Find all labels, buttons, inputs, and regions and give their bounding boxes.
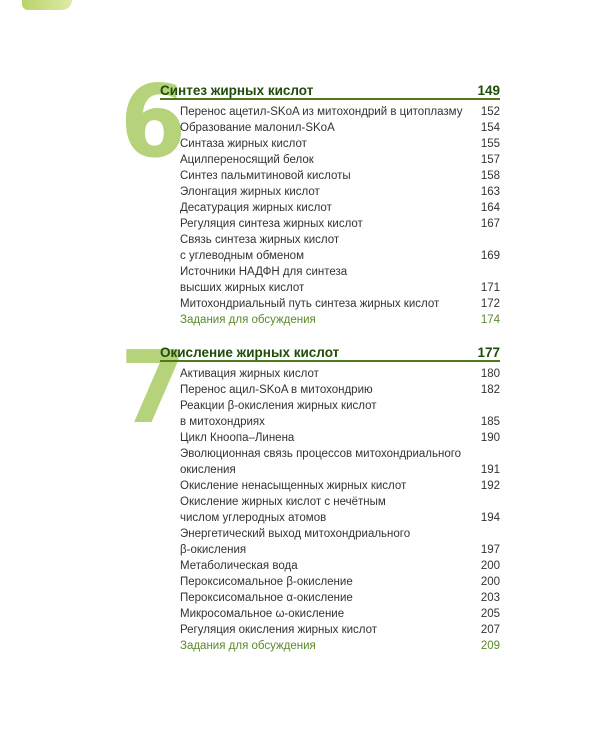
toc-entry-page: 200 <box>480 576 500 588</box>
toc-entry-title: числом углеродных атомов <box>180 512 327 524</box>
toc-entry-title: Элонгация жирных кислот <box>180 186 320 198</box>
chapter-6-section <box>120 63 500 338</box>
toc-entry[interactable] <box>180 510 500 526</box>
toc-entry[interactable] <box>180 622 500 638</box>
toc-entry-page: 163 <box>480 186 500 198</box>
toc-entry-page: 209 <box>480 640 500 652</box>
toc-entry[interactable] <box>180 312 500 328</box>
toc-entry-page: 164 <box>480 202 500 214</box>
toc-entry-page: 172 <box>480 298 500 310</box>
toc-entry[interactable] <box>180 104 500 120</box>
chapter-heading[interactable] <box>160 340 500 362</box>
toc-entry-page: 169 <box>480 250 500 262</box>
toc-entry[interactable] <box>180 478 500 494</box>
toc-entry-page: 191 <box>480 464 500 476</box>
toc-entry[interactable] <box>180 366 500 382</box>
toc-entry[interactable] <box>180 296 500 312</box>
toc-entry-title: Связь синтеза жирных кислот <box>180 234 340 246</box>
toc-entry-title: Синтаза жирных кислот <box>180 138 307 150</box>
toc-entry-title: Энергетический выход митохондриального <box>180 528 411 540</box>
toc-entry[interactable] <box>180 184 500 200</box>
toc-entry[interactable] <box>180 606 500 622</box>
toc-entry-title: Митохондриальный путь синтеза жирных кислот <box>180 298 440 310</box>
toc-entry-title: с углеводным обменом <box>180 250 304 262</box>
toc-entry-page: 171 <box>480 282 500 294</box>
toc-entry-title: Перенос ацетил-SKoA из митохондрий в цитоплазму <box>180 106 463 118</box>
toc-entry[interactable] <box>180 232 500 248</box>
toc-entry-title: Пероксисомальное α-окисление <box>180 592 353 604</box>
toc-entry-title: окисления <box>180 464 236 476</box>
chapter-heading[interactable] <box>160 78 500 100</box>
chapter-page: 177 <box>477 345 500 360</box>
toc-entry[interactable] <box>180 264 500 280</box>
toc-entry-title: Метаболическая вода <box>180 560 298 572</box>
toc-entry[interactable] <box>180 398 500 414</box>
toc-entry[interactable] <box>180 590 500 606</box>
toc-entry-title: β-окисления <box>180 544 247 556</box>
chapter-7-section <box>120 329 500 660</box>
toc-list <box>180 366 500 654</box>
toc-entry-title: Образование малонил-SKoA <box>180 122 335 134</box>
toc-entry[interactable] <box>180 526 500 542</box>
toc-entry-title: Перенос ацил-SKoA в митохондрию <box>180 384 373 396</box>
toc-entry-title: в митохондриях <box>180 416 265 428</box>
toc-entry-title: Задания для обсуждения <box>180 640 316 652</box>
toc-entry-page: 158 <box>480 170 500 182</box>
toc-entry-page: 152 <box>480 106 500 118</box>
toc-entry[interactable] <box>180 120 500 136</box>
toc-entry-title: Активация жирных кислот <box>180 368 319 380</box>
toc-entry-title: Задания для обсуждения <box>180 314 316 326</box>
toc-entry-title: Пероксисомальное β-окисление <box>180 576 353 588</box>
toc-entry-page: 190 <box>480 432 500 444</box>
chapter-title: Синтез жирных кислот <box>160 83 314 98</box>
toc-entry-page: 194 <box>480 512 500 524</box>
toc-entry-title: Источники НАДФН для синтеза <box>180 266 348 278</box>
toc-entry[interactable] <box>180 248 500 264</box>
toc-entry-title: Десатурация жирных кислот <box>180 202 332 214</box>
toc-entry[interactable] <box>180 446 500 462</box>
toc-entry-title: высших жирных кислот <box>180 282 305 294</box>
toc-entry-page: 197 <box>480 544 500 556</box>
toc-entry[interactable] <box>180 414 500 430</box>
toc-entry-page: 207 <box>480 624 500 636</box>
toc-entry-title: Синтез пальмитиновой кислоты <box>180 170 351 182</box>
toc-entry-title: Регуляция синтеза жирных кислот <box>180 218 363 230</box>
toc-entry-page: 157 <box>480 154 500 166</box>
toc-entry[interactable] <box>180 430 500 446</box>
toc-entry-page: 203 <box>480 592 500 604</box>
toc-entry[interactable] <box>180 136 500 152</box>
chapter-number: 6 <box>120 63 187 180</box>
toc-entry-title: Реакции β-окисления жирных кислот <box>180 400 377 412</box>
toc-entry-page: 154 <box>480 122 500 134</box>
toc-entry-page: 182 <box>480 384 500 396</box>
chapter-page: 149 <box>477 83 500 98</box>
toc-entry[interactable] <box>180 200 500 216</box>
toc-entry-title: Ацилпереносящий белок <box>180 154 314 166</box>
chapter-title: Окисление жирных кислот <box>160 345 340 360</box>
toc-entry[interactable] <box>180 542 500 558</box>
toc-entry-page: 200 <box>480 560 500 572</box>
toc-entry-title: Эволюционная связь процессов митохондриального <box>180 448 462 460</box>
toc-entry[interactable] <box>180 216 500 232</box>
toc-entry-page: 192 <box>480 480 500 492</box>
toc-entry-title: Регуляция окисления жирных кислот <box>180 624 378 636</box>
toc-entry-page: 167 <box>480 218 500 230</box>
toc-entry-title: Цикл Кноопа–Линена <box>180 432 295 444</box>
toc-entry[interactable] <box>180 462 500 478</box>
toc-entry-page: 174 <box>480 314 500 326</box>
toc-entry-title: Окисление ненасыщенных жирных кислот <box>180 480 407 492</box>
toc-entry-page: 155 <box>480 138 500 150</box>
toc-entry[interactable] <box>180 574 500 590</box>
chapter-number: 7 <box>120 329 187 446</box>
toc-entry[interactable] <box>180 168 500 184</box>
toc-entry[interactable] <box>180 382 500 398</box>
toc-entry[interactable] <box>180 494 500 510</box>
toc-entry[interactable] <box>180 558 500 574</box>
toc-entry-title: Окисление жирных кислот с нечётным <box>180 496 386 508</box>
toc-list <box>180 104 500 328</box>
toc-entry-page: 180 <box>480 368 500 380</box>
toc-entry-page: 185 <box>480 416 500 428</box>
toc-entry[interactable] <box>180 638 500 654</box>
toc-entry[interactable] <box>180 280 500 296</box>
corner-decoration <box>22 0 72 10</box>
toc-entry-page: 205 <box>480 608 500 620</box>
toc-entry-title: Микросомальное ω-окисление <box>180 608 345 620</box>
toc-entry[interactable] <box>180 152 500 168</box>
